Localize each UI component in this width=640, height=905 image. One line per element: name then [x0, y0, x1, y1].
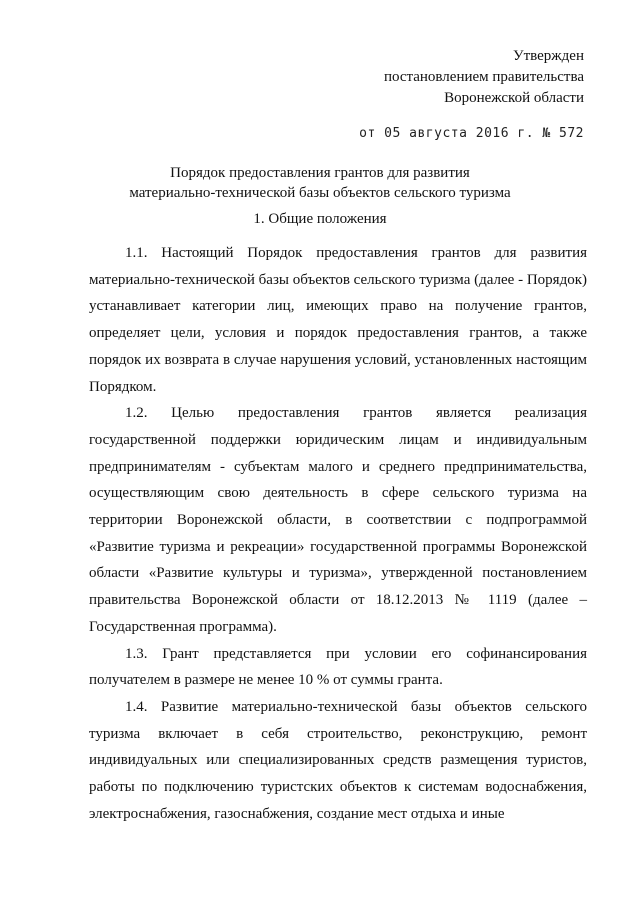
document-body — [89, 240, 587, 827]
approval-block — [359, 46, 584, 144]
approval-region: Воронежской области — [444, 90, 584, 106]
paragraph-1-3: 1.3. Грант представляется при условии его софинансирования получателем в размере не менее 10 % от суммы гранта. — [89, 645, 587, 689]
approval-title: Утвержден — [512, 48, 584, 64]
paragraph-1-1: 1.1. Настоящий Порядок предоставления грантов для развития материально-технической базы объектов сельского туризма (далее - Порядок) устанавливает категории лиц, имеющих право на получение грантов, определяет цели, условия и порядок предоставления грантов, а также порядок их возврата в случае нарушения условий, установленных настоящим Порядком. — [89, 245, 587, 395]
decree-date-stamp: от 05 августа 2016 г. № 572 — [359, 126, 584, 141]
section-heading: 1. Общие положения — [253, 211, 387, 227]
document-title — [60, 163, 580, 203]
title-line-2: материально-технической базы объектов сельского туризма — [129, 185, 511, 201]
paragraph-1-2: 1.2. Целью предоставления грантов является реализация государственной поддержки юридическим лицам и индивидуальным предпринимателям - субъектам малого и среднего предпринимательства, осуществляющим свою деятельность в сфере сельского туризма на территории Воронежской области, в соответствии с подпрограммой «Развитие туризма и рекреации» государственной программы Воронежской области «Развитие культуры и туризма», утвержденной постановлением правительства Воронежской области от 18.12.2013 № 1119 (далее – Государственная программа). — [89, 405, 587, 635]
paragraph-1-4: 1.4. Развитие материально-технической базы объектов сельского туризма включает в себя строительство, реконструкцию, ремонт индивидуальных или специализированных средств размещения туристов, работы по подключению туристских объектов к системам водоснабжения, электроснабжения, газоснабжения, создание мест отдыха и иные — [89, 698, 587, 822]
title-line-1: Порядок предоставления грантов для развития — [170, 165, 470, 181]
approval-authority: постановлением правительства — [383, 69, 584, 85]
